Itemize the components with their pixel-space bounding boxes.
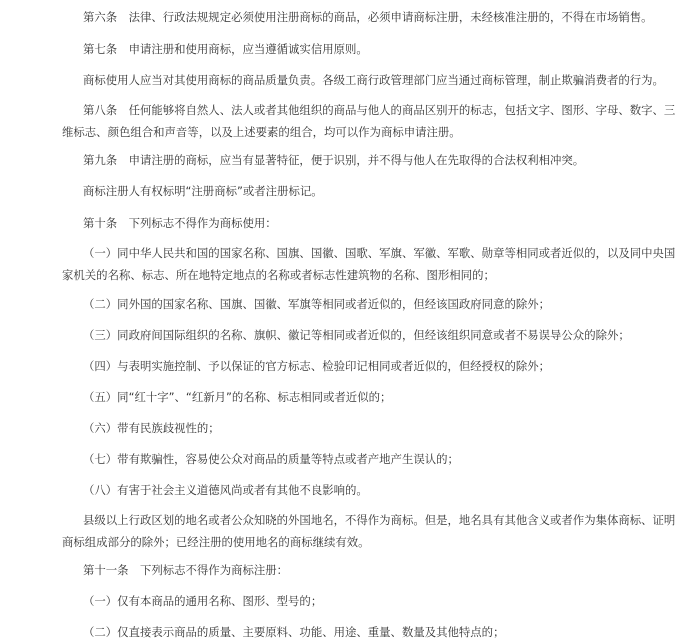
article-11-item-1: （一）仅有本商品的通用名称、图形、型号的； xyxy=(83,594,323,608)
article-10-heading: 第十条 下列标志不得作为商标使用： xyxy=(83,216,277,230)
article-7-quality-paragraph: 商标使用人应当对其使用商标的商品质量负责。各级工商行政管理部门应当通过商标管理，制止欺骗消费者的行为。 xyxy=(83,73,664,87)
article-10-item-5: （五）同“红十字”、“红新月”的名称、标志相同或者近似的； xyxy=(83,390,392,404)
article-6-paragraph: 第六条 法律、行政法规规定必须使用注册商标的商品，必须申请商标注册，未经核准注册的，不得在市场销售。 xyxy=(83,10,653,24)
article-11-item-2: （二）仅直接表示商品的质量、主要原料、功能、用途、重量、数量及其他特点的； xyxy=(83,625,505,639)
article-7-paragraph: 第七条 申请注册和使用商标，应当遵循诚实信用原则。 xyxy=(83,42,368,56)
article-8-paragraph: 第八条 任何能够将自然人、法人或者其他组织的商品与他人的商品区别开的标志，包括文字、图形、字母、数字、三维标志、颜色组合和声音等，以及上述要素的组合，均可以作为商标申请注册。 xyxy=(62,103,676,139)
article-10-item-8: （八）有害于社会主义道德风尚或者有其他不良影响的。 xyxy=(83,483,368,497)
article-11-heading: 第十一条 下列标志不得作为商标注册： xyxy=(83,563,289,577)
article-10-place-names-paragraph: 县级以上行政区划的地名或者公众知晓的外国地名，不得作为商标。但是，地名具有其他含义或者作为集体商标、证明商标组成部分的除外；已经注册的使用地名的商标继续有效。 xyxy=(62,513,676,549)
article-9-paragraph: 第九条 申请注册的商标，应当有显著特征，便于识别，并不得与他人在先取得的合法权利相冲突。 xyxy=(83,153,585,167)
article-10-item-2: （二）同外国的国家名称、国旗、国徽、军旗等相同或者近似的，但经该国政府同意的除外； xyxy=(83,297,551,311)
article-10-item-1: （一）同中华人民共和国的国家名称、国旗、国徽、国歌、军旗、军徽、军歌、勋章等相同或者近似的，以及同中央国家机关的名称、标志、所在地特定地点的名称或者标志性建筑物的名称、图形相同的； xyxy=(62,246,676,282)
article-10-item-7: （七）带有欺骗性，容易使公众对商品的质量等特点或者产地产生误认的； xyxy=(83,452,459,466)
article-10-item-3: （三）同政府间国际组织的名称、旗帜、徽记等相同或者近似的，但经该组织同意或者不易误导公众的除外； xyxy=(83,328,630,342)
article-9-mark-paragraph: 商标注册人有权标明“注册商标”或者注册标记。 xyxy=(83,184,323,198)
article-10-item-6: （六）带有民族歧视性的； xyxy=(83,421,220,435)
article-10-item-4: （四）与表明实施控制、予以保证的官方标志、检验印记相同或者近似的，但经授权的除外； xyxy=(83,359,551,373)
